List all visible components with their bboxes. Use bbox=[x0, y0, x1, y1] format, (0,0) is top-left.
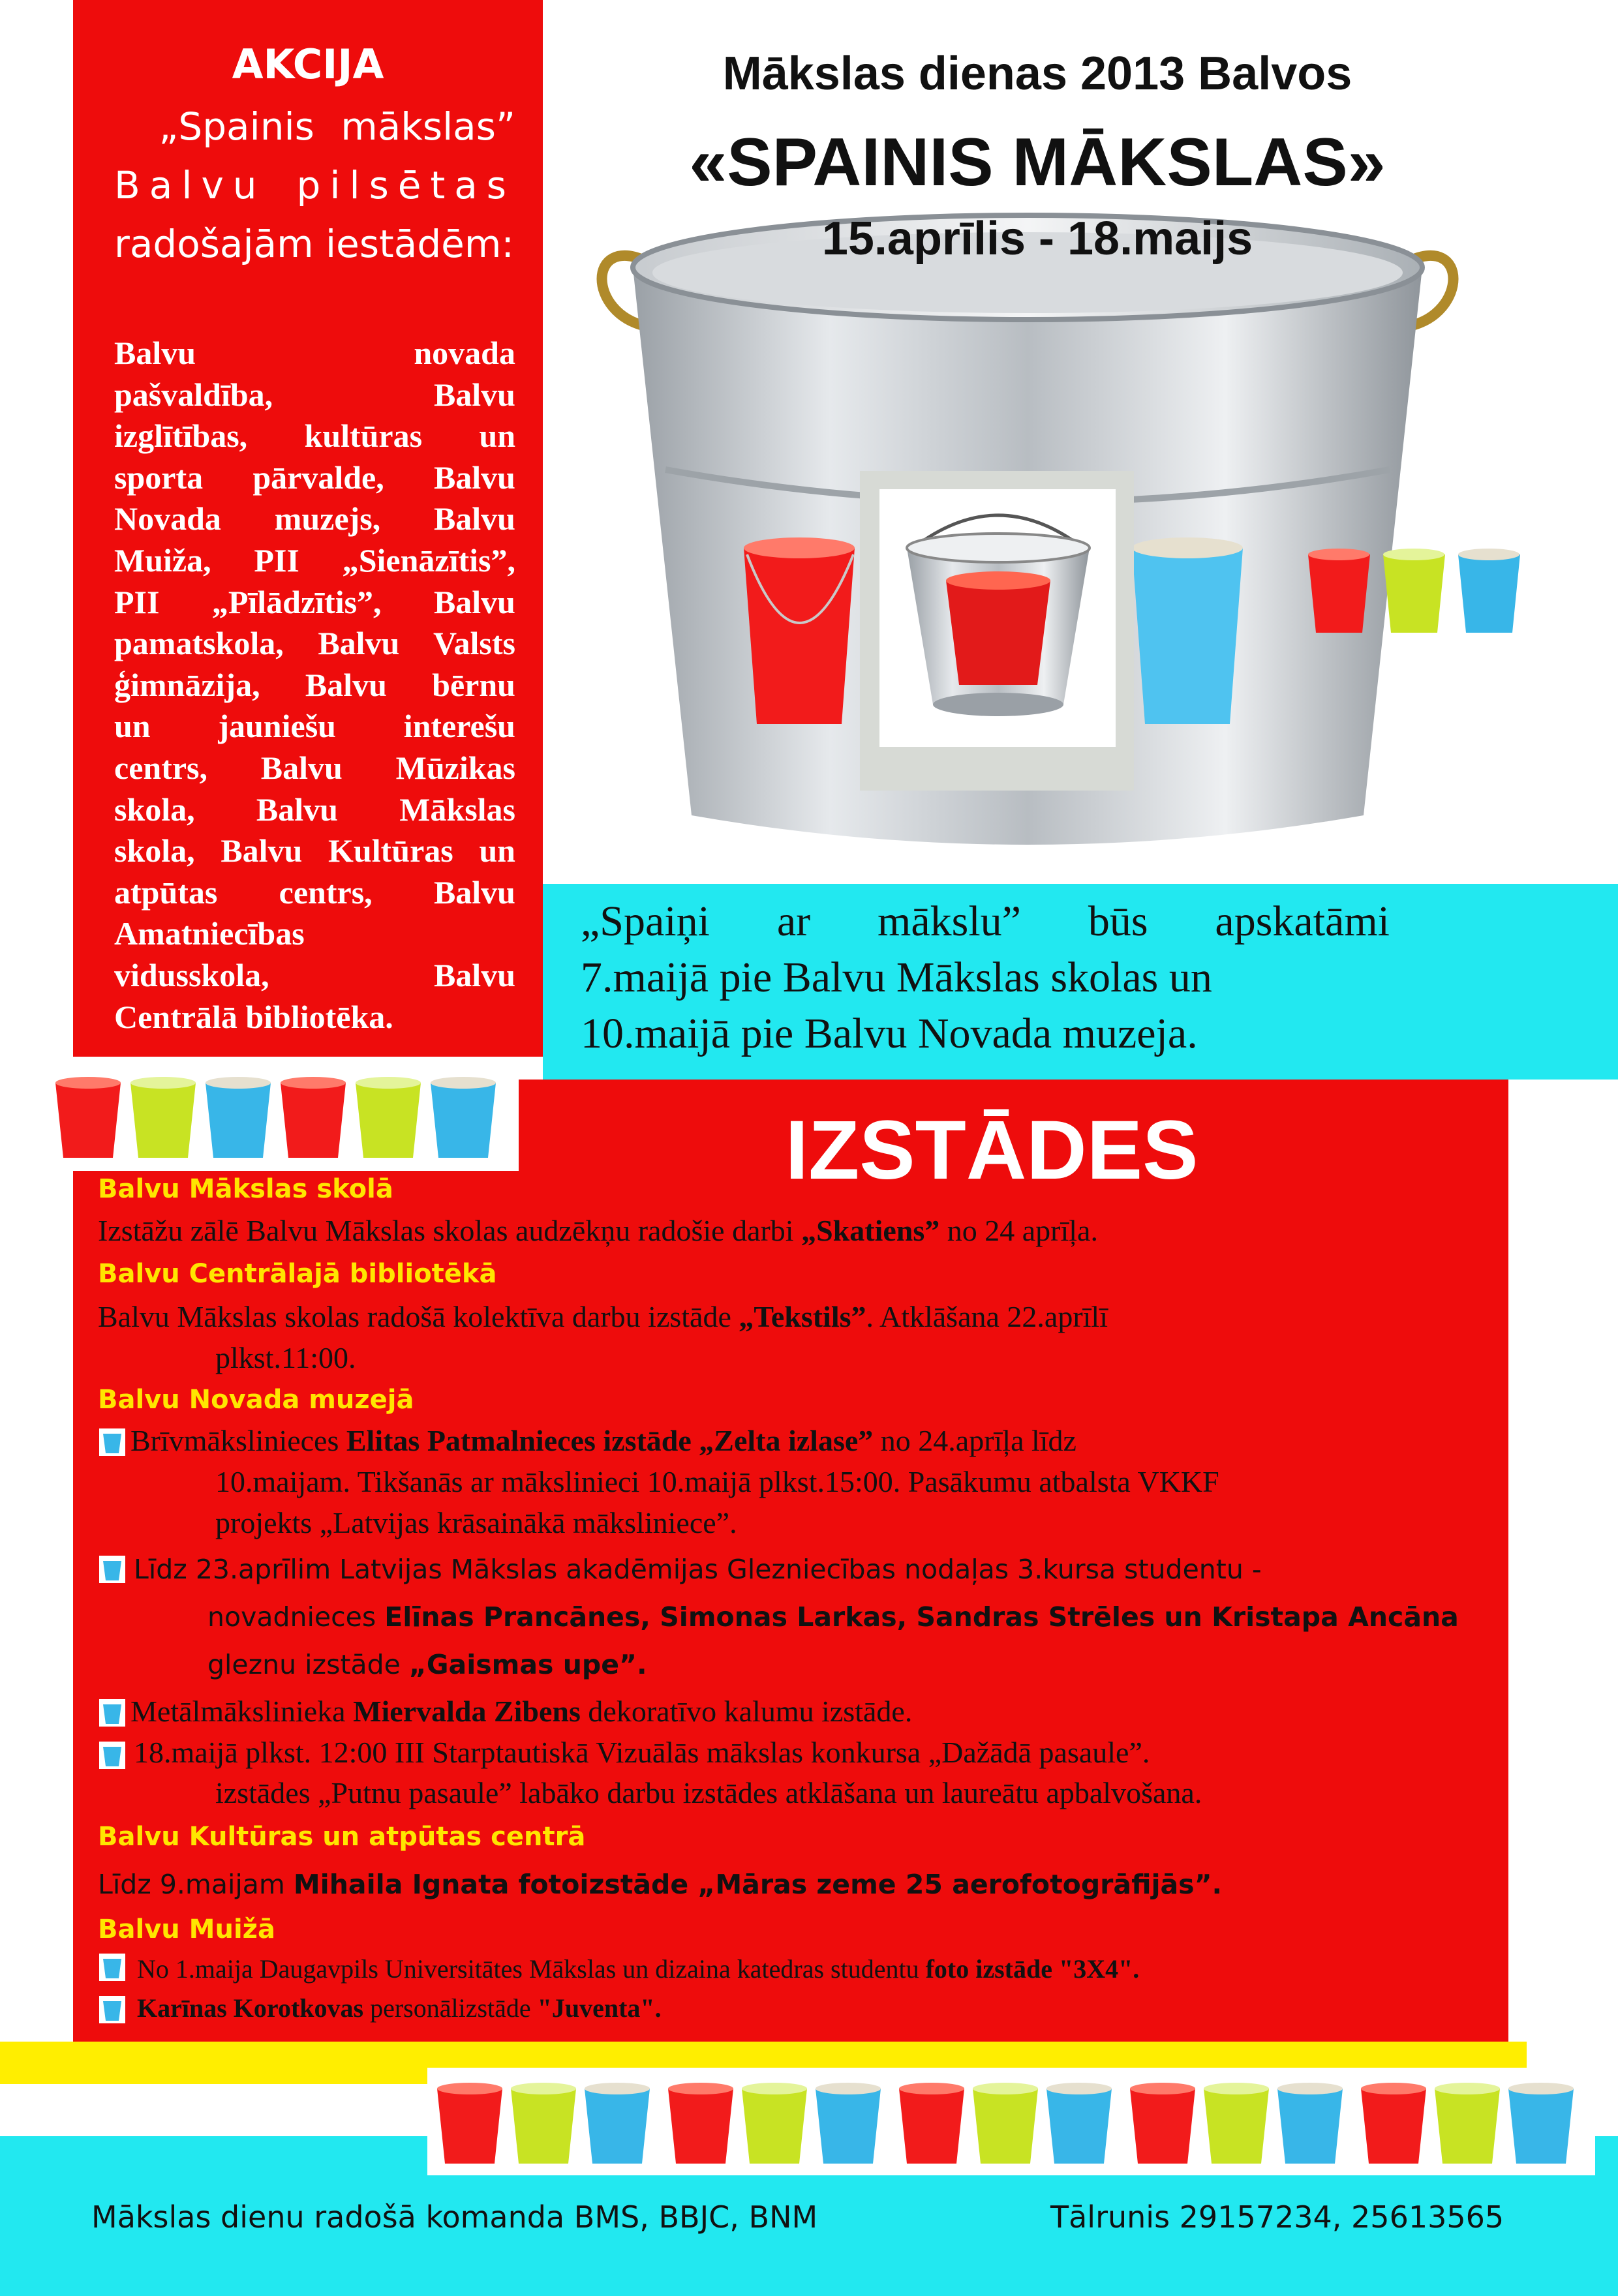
text: Izstāžu zālē Balvu Mākslas skolas audzēkņu radošie darbi bbox=[98, 1214, 802, 1247]
museum-item-1-line2: 10.maijam. Tikšanās ar mākslinieci 10.maijā plkst.15:00. Pasākumu atbalsta VKKF bbox=[215, 1465, 1219, 1498]
museum-item-4-line2: izstādes „Putnu pasaule” labāko darbu izstādes atklāšana un laureātu apbalvošana. bbox=[215, 1776, 1202, 1809]
library-exhibition bbox=[98, 1299, 1108, 1334]
museum-item-1 bbox=[130, 1423, 1076, 1458]
bucket-bullet-icon bbox=[99, 1954, 125, 1981]
exhibition-name: Mihaila Ignata fotoizstāde „Māras zeme 25 aerofotogrāfijās”. bbox=[293, 1869, 1223, 1900]
org-line: pašvaldība, Balvu bbox=[114, 376, 515, 413]
org-line: ģimnāzija, Balvu bērnu bbox=[114, 666, 515, 703]
museum-item-3 bbox=[130, 1694, 912, 1729]
text: personālizstāde bbox=[363, 1993, 538, 2023]
museum-item-4: 18.maijā plkst. 12:00 III Starptautiskā Vizuālās mākslas konkursa „Dažādā pasaule”. bbox=[134, 1736, 1150, 1769]
org-line: skola, Balvu Mākslas bbox=[114, 791, 515, 828]
artist-name: Karīnas Korotkovas bbox=[137, 1993, 364, 2023]
bucket-bullet-icon bbox=[99, 1699, 125, 1727]
org-line: pamatskola, Balvu Valsts bbox=[114, 625, 515, 662]
event-title: «SPAINIS MĀKSLAS» bbox=[689, 125, 1386, 200]
footer-team: Mākslas dienu radošā komanda BMS, BBJC, BNM bbox=[91, 2199, 818, 2235]
metal-bucket-with-red-bucket-image bbox=[894, 509, 1103, 731]
bucket-bullet-icon bbox=[99, 1556, 125, 1583]
exhibition-name: foto izstāde "3X4". bbox=[925, 1954, 1140, 1984]
text: Metālmākslinieka bbox=[130, 1695, 354, 1728]
museum-item-1-line3: projekts „Latvijas krāsainākā māksliniece”. bbox=[215, 1506, 737, 1539]
announcement-line: „Spaiņi ar mākslu” būs apskatāmi bbox=[581, 898, 1390, 945]
text: novadnieces bbox=[207, 1601, 385, 1633]
org-line: izglītības, kultūras un bbox=[114, 417, 515, 455]
akcija-title: AKCIJA bbox=[232, 40, 384, 88]
org-line: Balvu novada bbox=[114, 335, 515, 371]
three-buckets-image bbox=[1305, 548, 1527, 639]
section-title-library: Balvu Centrālajā bibliotēkā bbox=[98, 1259, 497, 1289]
manor-item-1 bbox=[137, 1954, 1139, 1984]
text: no 24 aprīļa. bbox=[939, 1214, 1098, 1247]
org-line: Amatniecības bbox=[114, 915, 305, 952]
artist-name: Miervalda Zibens bbox=[353, 1695, 581, 1728]
event-dates: 15.aprīlis - 18.maijs bbox=[821, 213, 1253, 265]
section-title-museum: Balvu Novada muzejā bbox=[98, 1385, 414, 1415]
library-exhibition-time: plkst.11:00. bbox=[215, 1341, 356, 1374]
text: Balvu Mākslas skolas radošā kolektīva darbu izstāde bbox=[98, 1300, 739, 1333]
footer-phone: Tālrunis 29157234, 25613565 bbox=[1050, 2199, 1504, 2235]
announcement-line: 7.maijā pie Balvu Mākslas skolas un bbox=[581, 954, 1212, 1001]
section-title-culture-centre: Balvu Kultūras un atpūtas centrā bbox=[98, 1822, 586, 1852]
exhibition-name: „Tekstils” bbox=[739, 1300, 866, 1333]
text: gleznu izstāde bbox=[207, 1649, 409, 1680]
artist-names: Elīnas Prancānes, Simonas Larkas, Sandras Strēles un Kristapa Ancāna bbox=[384, 1601, 1459, 1633]
art-school-exhibition bbox=[98, 1213, 1098, 1248]
bucket-row-icons bbox=[427, 2068, 1595, 2175]
text: . Atklāšana 22.aprīlī bbox=[866, 1300, 1108, 1333]
akcija-campaign-name: „Spainis mākslas” bbox=[159, 104, 515, 149]
akcija-target: radošajām iestādēm: bbox=[114, 222, 514, 266]
exhibition-name: "Juventa". bbox=[537, 1993, 662, 2023]
text: no 24.aprīļa līdz bbox=[873, 1424, 1076, 1457]
bucket-row-bottom bbox=[427, 2068, 1595, 2175]
org-line: atpūtas centrs, Balvu bbox=[114, 873, 515, 911]
bucket-bullet-icon bbox=[99, 1742, 125, 1769]
culture-centre-exhibition bbox=[98, 1869, 1222, 1900]
bucket-row-icons bbox=[39, 1060, 519, 1171]
text: dekoratīvo kalumu izstāde. bbox=[580, 1695, 913, 1728]
exhibitions-heading: IZSTĀDES bbox=[785, 1104, 1198, 1197]
organizations-list bbox=[114, 333, 515, 1038]
event-subtitle: Mākslas dienas 2013 Balvos bbox=[722, 48, 1352, 100]
exhibition-name: „Gaismas upe”. bbox=[408, 1649, 647, 1680]
org-line: skola, Balvu Kultūras un bbox=[114, 832, 515, 869]
exhibition-name: Elitas Patmalnieces izstāde „Zelta izlase” bbox=[346, 1424, 874, 1457]
bucket-row-top bbox=[39, 1060, 519, 1171]
org-line: vidusskola, Balvu bbox=[114, 956, 515, 993]
text: Brīvmākslinieces bbox=[130, 1424, 346, 1457]
manor-item-2 bbox=[137, 1993, 662, 2023]
museum-item-2-line2 bbox=[207, 1601, 1459, 1633]
announcement-line: 10.maijā pie Balvu Novada muzeja. bbox=[581, 1010, 1198, 1057]
org-line: Novada muzejs, Balvu bbox=[114, 500, 515, 537]
section-title-art-school: Balvu Mākslas skolā bbox=[98, 1174, 393, 1204]
bucket-bullet-icon bbox=[99, 1428, 125, 1456]
text: Līdz 9.maijam bbox=[98, 1869, 294, 1900]
section-title-manor: Balvu Muižā bbox=[98, 1914, 275, 1944]
museum-item-2-line3 bbox=[207, 1649, 647, 1680]
org-line: centrs, Balvu Mūzikas bbox=[114, 749, 515, 786]
org-line: un jauniešu interešu bbox=[114, 708, 515, 745]
exhibition-name: „Skatiens” bbox=[801, 1214, 940, 1247]
announcement-text bbox=[581, 894, 1390, 1062]
museum-item-2: Līdz 23.aprīlim Latvijas Mākslas akadēmijas Glezniecības nodaļas 3.kursa studentu - bbox=[134, 1554, 1262, 1585]
red-bucket-image bbox=[737, 535, 861, 731]
akcija-city: Balvu pilsētas bbox=[114, 163, 515, 207]
org-line: sporta pārvalde, Balvu bbox=[114, 459, 515, 496]
org-line: Centrālā bibliotēka. bbox=[114, 998, 393, 1035]
bucket-bullet-icon bbox=[99, 1996, 125, 2023]
org-line: Muiža, PII „Sienāzītis”, bbox=[114, 541, 515, 579]
blue-bucket-image bbox=[1125, 535, 1249, 731]
org-line: PII „Pīlādzītis”, Balvu bbox=[114, 583, 515, 620]
text: No 1.maija Daugavpils Universitātes Mākslas un dizaina katedras studentu bbox=[137, 1954, 926, 1984]
